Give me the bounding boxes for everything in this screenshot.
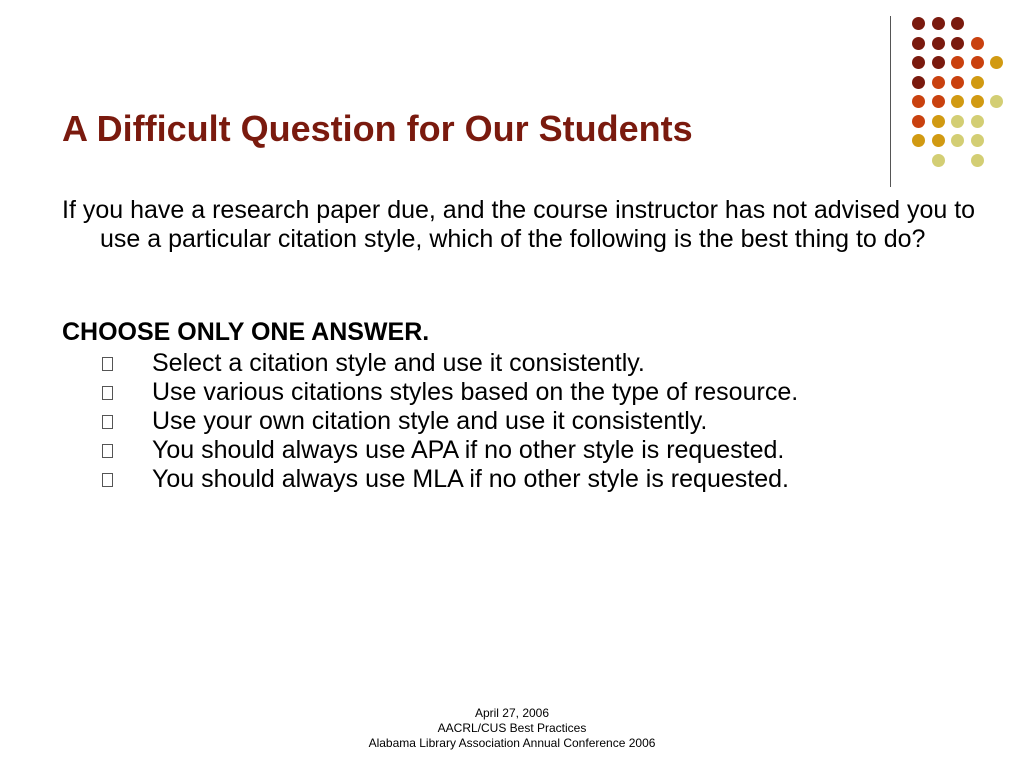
decorative-dot: [912, 95, 925, 108]
checkbox-icon[interactable]: [102, 386, 113, 400]
answer-option-label: You should always use MLA if no other style is requested.: [152, 465, 789, 493]
decorative-dot: [932, 154, 945, 167]
decorative-dot: [971, 95, 984, 108]
decorative-dot: [990, 95, 1003, 108]
checkbox-icon[interactable]: [102, 473, 113, 487]
footer-event: AACRL/CUS Best Practices: [437, 721, 587, 735]
decorative-dot-grid: [0, 0, 1024, 200]
decorative-dot: [951, 115, 964, 128]
decorative-dot: [971, 115, 984, 128]
decorative-dot: [932, 17, 945, 30]
decorative-dot: [951, 17, 964, 30]
decorative-dot: [912, 115, 925, 128]
decorative-dot: [951, 76, 964, 89]
instruction-text: CHOOSE ONLY ONE ANSWER.: [62, 318, 430, 346]
decorative-dot: [971, 134, 984, 147]
decorative-dot: [932, 134, 945, 147]
checkbox-icon[interactable]: [102, 444, 113, 458]
slide-footer: [312, 706, 712, 751]
decorative-dot: [971, 154, 984, 167]
decorative-dot: [990, 56, 1003, 69]
answer-option-label: You should always use APA if no other style is requested.: [152, 436, 785, 464]
decorative-dot: [912, 37, 925, 50]
decorative-dot: [932, 115, 945, 128]
answer-option[interactable]: [100, 378, 798, 407]
decorative-dot: [912, 56, 925, 69]
answer-option-label: Use various citations styles based on the type of resource.: [152, 378, 799, 406]
decorative-dot: [951, 56, 964, 69]
decorative-dot: [971, 76, 984, 89]
decorative-dot: [971, 37, 984, 50]
decorative-dot: [912, 17, 925, 30]
decorative-dot: [932, 56, 945, 69]
slide-title: A Difficult Question for Our Students: [62, 108, 693, 149]
decorative-dot: [971, 56, 984, 69]
vertical-divider: [890, 16, 891, 187]
decorative-dot: [912, 134, 925, 147]
decorative-dot: [951, 95, 964, 108]
answer-option-label: Select a citation style and use it consistently.: [152, 349, 645, 377]
answer-option[interactable]: [100, 349, 798, 378]
checkbox-icon[interactable]: [102, 415, 113, 429]
answer-option[interactable]: [100, 407, 798, 436]
decorative-dot: [932, 37, 945, 50]
footer-date: April 27, 2006: [474, 706, 550, 720]
question-text: If you have a research paper due, and the course instructor has not advised you to use a particular citation style, which of the following is the best thing to do?: [62, 196, 976, 253]
decorative-dot: [912, 76, 925, 89]
checkbox-icon[interactable]: [102, 357, 113, 371]
footer-conference: Alabama Library Association Annual Conference 2006: [368, 736, 656, 750]
answer-option[interactable]: [100, 465, 798, 494]
decorative-dot: [951, 37, 964, 50]
answer-option[interactable]: [100, 436, 798, 465]
answer-option-label: Use your own citation style and use it consistently.: [152, 407, 708, 435]
decorative-dot: [932, 95, 945, 108]
decorative-dot: [951, 134, 964, 147]
answer-options-list: [100, 349, 798, 494]
decorative-dot: [932, 76, 945, 89]
